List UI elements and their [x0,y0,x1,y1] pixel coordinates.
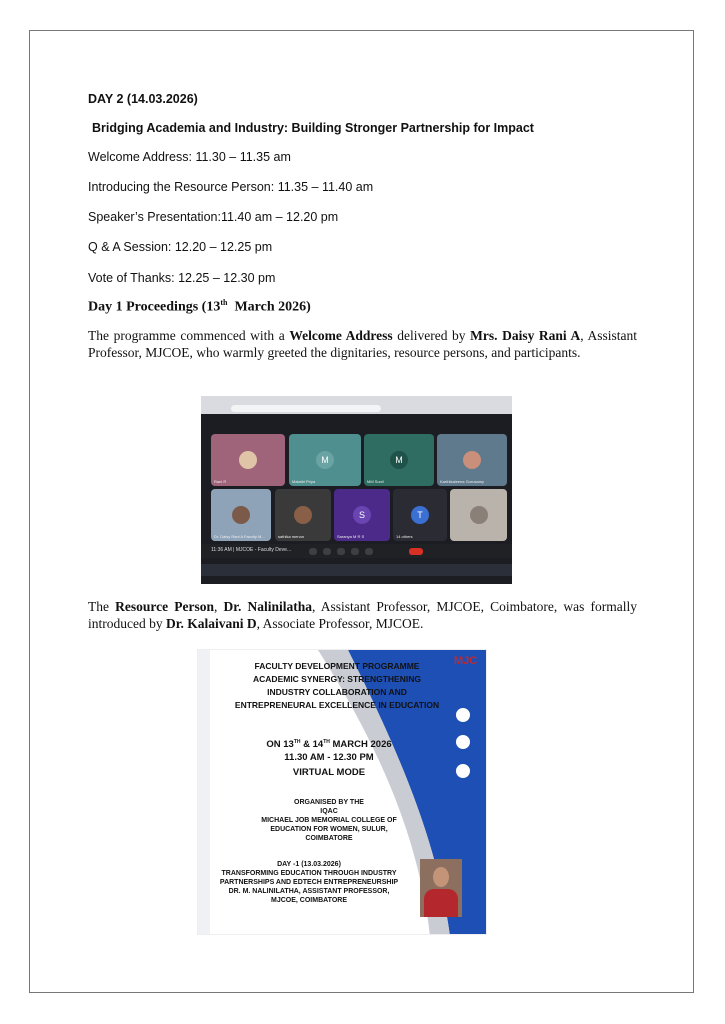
welcome-paragraph: The programme commenced with a Welcome Address delivered by Mrs. Daisy Rani A, Assistant Professor, MJCOE, who warmly greeted the dignitaries, resource persons, and participants. [88,328,637,360]
schedule-item: Vote of Thanks: 12.25 – 12.30 pm [88,271,276,285]
participant-tile: Karthikaleena Gurusamy [437,434,507,486]
speaker-photo [420,859,462,917]
camera-icon [323,548,331,555]
day2-heading: DAY 2 (14.03.2026) [88,92,198,106]
reaction-icon [351,548,359,555]
browser-bar [201,396,512,414]
schedule-item: Speaker’s Presentation:11.40 am – 12.20 pm [88,210,339,224]
circle-icon [454,762,472,780]
share-icon [337,548,345,555]
end-call-icon [409,548,423,555]
poster-day1: DAY -1 (13.03.2026) TRANSFORMING EDUCATION THROUGH INDUSTRY PARTNERSHIPS AND EDTECH ENTREPRENEURSHIP DR. M. NALINILATHA, ASSISTANT PROFESSOR, MJCOE, COIMBATORE [219,861,399,904]
poster-date: ON 13TH & 14TH MARCH 2026 [266,739,392,751]
participant-tile: M Malathi Priya [289,434,361,486]
poster-mode: VIRTUAL MODE [292,767,366,778]
address-bar [231,405,381,412]
participant-tile: M MM Sunil [364,434,434,486]
programme-poster [197,649,487,935]
circle-icon [454,733,472,751]
mjc-logo: MJC [434,653,482,675]
meeting-time-label: 11:36 AM | MJCOE - Faculty Deve... [211,547,292,553]
taskbar [201,564,512,576]
poster-time: 11.30 AM - 12.30 PM [284,752,374,763]
poster-organiser: ORGANISED BY THE IQAC MICHAEL JOB MEMORIAL COLLEGE OF EDUCATION FOR WOMEN, SULUR, COIMBATORE [261,799,397,842]
resource-person-paragraph: The Resource Person, Dr. Nalinilatha, Assistant Professor, MJCOE, Coimbatore, was formally introduced by Dr. Kalaivani D, Associate Professor, MJCOE. [88,599,637,631]
participant-tile: sathika menon [275,489,331,541]
more-icon [365,548,373,555]
circle-icon [454,706,472,724]
participant-tile: T 14 others [393,489,447,541]
poster-title: FACULTY DEVELOPMENT PROGRAMME ACADEMIC SYNERGY: STRENGTHENING INDUSTRY COLLABORATION AND ENTREPRENEURAL EXCELLENCE IN EDUCATION [234,661,440,710]
participant-tile [450,489,507,541]
meeting-screenshot [201,396,512,584]
schedule-item: Introducing the Resource Person: 11.35 – 11.40 am [88,180,374,194]
schedule-item: Q & A Session: 12.20 – 12.25 pm [88,240,273,254]
participant-tile: Rani R [211,434,285,486]
proceedings-heading: Day 1 Proceedings (13th March 2026) [88,298,311,315]
schedule-item: Welcome Address: 11.30 – 11.35 am [88,150,291,164]
mic-icon [309,548,317,555]
participant-tile: S Saranya M R S [334,489,390,541]
day2-theme: Bridging Academia and Industry: Building Stronger Partnership for Impact [92,121,534,135]
participant-tile: Dr. Daisy Rani A Faculty M... [211,489,271,541]
